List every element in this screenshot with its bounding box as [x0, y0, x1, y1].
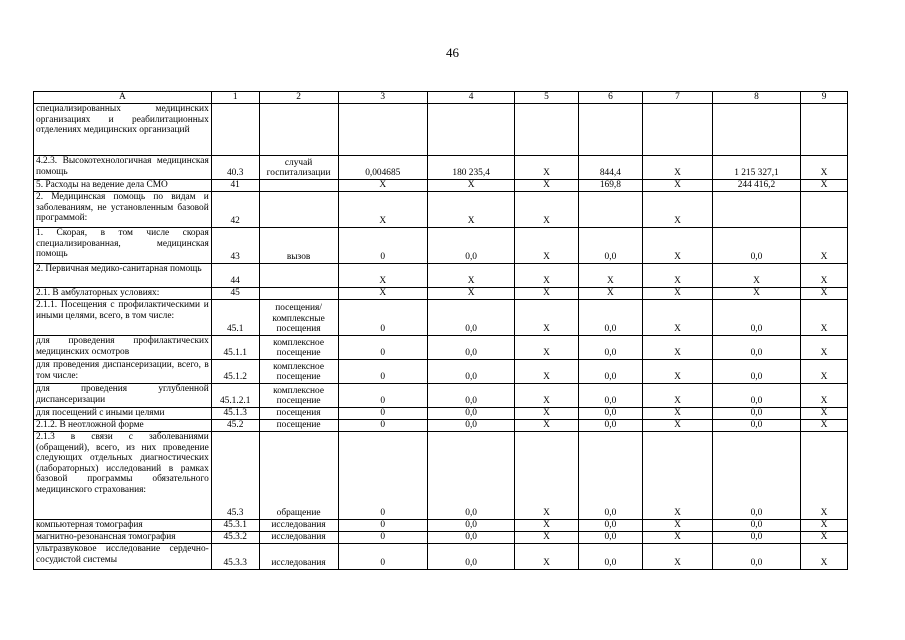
table-cell: X: [643, 180, 713, 192]
column-header: А: [34, 92, 212, 104]
table-cell: 42: [211, 192, 259, 228]
table-cell: [259, 180, 338, 192]
row-label-cell: магнитно-резонансная томография: [34, 532, 212, 544]
table-cell: [338, 104, 427, 156]
table-cell: 0: [338, 384, 427, 408]
table-cell: 0,0: [427, 520, 514, 532]
table-cell: X: [515, 420, 578, 432]
table-cell: X: [643, 228, 713, 264]
table-cell: X: [801, 180, 848, 192]
table-cell: 0,0: [427, 300, 514, 336]
table-cell: 1 215 327,1: [712, 156, 800, 180]
table-cell: 0,004685: [338, 156, 427, 180]
table-cell: X: [801, 544, 848, 570]
table-cell: X: [515, 264, 578, 288]
column-header: 5: [515, 92, 578, 104]
table-cell: посещения/ комплексные посещения: [259, 300, 338, 336]
table-cell: 0,0: [578, 360, 642, 384]
table-cell: X: [643, 520, 713, 532]
table-cell: X: [643, 288, 713, 300]
row-label-cell: 2.1.2. В неотложной форме: [34, 420, 212, 432]
table-cell: X: [801, 420, 848, 432]
table-cell: 0: [338, 520, 427, 532]
row-label-cell: для проведения диспансеризации, всего, в том числе:: [34, 360, 212, 384]
table-row: [34, 408, 848, 420]
table-cell: 0,0: [427, 432, 514, 520]
table-cell: X: [643, 264, 713, 288]
table-cell: X: [515, 336, 578, 360]
table-row: [34, 420, 848, 432]
table-cell: 0,0: [427, 544, 514, 570]
table-cell: X: [515, 360, 578, 384]
table-cell: X: [643, 384, 713, 408]
table-header-row: [34, 92, 848, 104]
table-cell: [427, 104, 514, 156]
table-cell: X: [515, 408, 578, 420]
table-cell: 0: [338, 408, 427, 420]
table-cell: X: [801, 264, 848, 288]
table-cell: [211, 104, 259, 156]
table-cell: [712, 104, 800, 156]
table-cell: 169,8: [578, 180, 642, 192]
table-cell: 0,0: [578, 532, 642, 544]
table-cell: 45.1.2.1: [211, 384, 259, 408]
column-header: 7: [643, 92, 713, 104]
table-row: [34, 336, 848, 360]
table-cell: 45.2: [211, 420, 259, 432]
table-cell: X: [338, 288, 427, 300]
table-cell: 0,0: [712, 420, 800, 432]
table-cell: 0,0: [712, 360, 800, 384]
table-cell: 45.3.2: [211, 532, 259, 544]
column-header: 2: [259, 92, 338, 104]
table-row: [34, 532, 848, 544]
table-cell: 41: [211, 180, 259, 192]
page-number: 46: [446, 45, 459, 60]
table-cell: 0,0: [427, 420, 514, 432]
table-cell: X: [643, 336, 713, 360]
row-label-cell: компьютерная томография: [34, 520, 212, 532]
table-row: [34, 192, 848, 228]
table-cell: 0,0: [712, 408, 800, 420]
table-cell: 0,0: [427, 532, 514, 544]
table-cell: X: [801, 520, 848, 532]
row-label-cell: для проведения углубленной диспансеризации: [34, 384, 212, 408]
table-cell: 0,0: [578, 228, 642, 264]
table-cell: X: [801, 360, 848, 384]
table-cell: X: [515, 520, 578, 532]
table-cell: комплексное посещение: [259, 360, 338, 384]
row-label-cell: 5. Расходы на ведение дела СМО: [34, 180, 212, 192]
table-cell: 45.1.3: [211, 408, 259, 420]
column-header: 9: [801, 92, 848, 104]
table-cell: 0,0: [578, 420, 642, 432]
table-cell: X: [801, 300, 848, 336]
table-cell: X: [338, 180, 427, 192]
table-cell: посещение: [259, 420, 338, 432]
row-label-cell: 2.1.3 в связи с заболеваниями (обращений), всего, из них проведение следующих отдельных диагностических (лабораторных) исследований в рамках базовой программы обязательного медицинского страхования:: [34, 432, 212, 520]
row-label-cell: 2. Первичная медико-санитарная помощь: [34, 264, 212, 288]
table-cell: посещения: [259, 408, 338, 420]
table-cell: X: [712, 264, 800, 288]
table-cell: 0,0: [712, 432, 800, 520]
table-cell: X: [515, 156, 578, 180]
table-cell: 0,0: [578, 408, 642, 420]
table-cell: X: [643, 192, 713, 228]
column-header: 3: [338, 92, 427, 104]
table-cell: X: [515, 432, 578, 520]
table-cell: [712, 192, 800, 228]
table-cell: [259, 288, 338, 300]
table-cell: X: [643, 408, 713, 420]
table-cell: 0,0: [578, 336, 642, 360]
table-cell: 0,0: [712, 520, 800, 532]
row-label-cell: для посещений с иными целями: [34, 408, 212, 420]
table-cell: X: [427, 264, 514, 288]
column-header: 8: [712, 92, 800, 104]
table-cell: 0,0: [578, 432, 642, 520]
table-cell: X: [712, 288, 800, 300]
table-row: [34, 180, 848, 192]
table-cell: X: [801, 228, 848, 264]
table-row: [34, 228, 848, 264]
row-label-cell: 1. Скорая, в том числе скорая специализированная, медицинская помощь: [34, 228, 212, 264]
table-cell: X: [427, 288, 514, 300]
table-cell: X: [643, 300, 713, 336]
table-cell: X: [515, 544, 578, 570]
table-cell: 0,0: [712, 532, 800, 544]
table-cell: обращение: [259, 432, 338, 520]
table-cell: вызов: [259, 228, 338, 264]
table-cell: X: [801, 532, 848, 544]
table-cell: 0,0: [712, 228, 800, 264]
table-cell: X: [515, 532, 578, 544]
table-cell: X: [643, 420, 713, 432]
table-cell: [515, 104, 578, 156]
table-cell: X: [643, 360, 713, 384]
table-cell: 45: [211, 288, 259, 300]
table-cell: X: [643, 156, 713, 180]
data-table: [33, 91, 848, 570]
table-cell: 45.1.2: [211, 360, 259, 384]
row-label-cell: ультразвуковое исследование сердечно-сосудистой системы: [34, 544, 212, 570]
table-row: [34, 520, 848, 532]
table-cell: X: [338, 264, 427, 288]
row-label-cell: для проведения профилактических медицинских осмотров: [34, 336, 212, 360]
table-cell: X: [427, 180, 514, 192]
row-label-cell: специализированных медицинских организациях и реабилитационных отделениях медицинских организаций: [34, 104, 212, 156]
column-header: 4: [427, 92, 514, 104]
table-cell: [801, 104, 848, 156]
table-row: [34, 104, 848, 156]
table-cell: X: [643, 532, 713, 544]
row-label-cell: 2.1.1. Посещения с профилактическими и иными целями, всего, в том числе:: [34, 300, 212, 336]
table-cell: X: [515, 180, 578, 192]
table-cell: 0: [338, 228, 427, 264]
table-cell: исследования: [259, 544, 338, 570]
table-row: [34, 432, 848, 520]
table-cell: X: [643, 544, 713, 570]
table-cell: 0: [338, 360, 427, 384]
table-cell: 0: [338, 544, 427, 570]
table-cell: 0: [338, 532, 427, 544]
table-cell: 0,0: [427, 228, 514, 264]
table-cell: X: [338, 192, 427, 228]
table-cell: 45.3.1: [211, 520, 259, 532]
table-cell: 0,0: [712, 384, 800, 408]
table-cell: 0: [338, 420, 427, 432]
table-cell: 44: [211, 264, 259, 288]
table-cell: [801, 192, 848, 228]
table-row: [34, 288, 848, 300]
table-cell: исследования: [259, 532, 338, 544]
table-cell: X: [801, 408, 848, 420]
table-row: [34, 384, 848, 408]
table-row: [34, 544, 848, 570]
row-label-cell: 2.1. В амбулаторных условиях:: [34, 288, 212, 300]
table-cell: 180 235,4: [427, 156, 514, 180]
table-cell: 0,0: [712, 336, 800, 360]
row-label-cell: 2. Медицинская помощь по видам и заболеваниям, не установленным базовой программой:: [34, 192, 212, 228]
table-cell: комплексное посещение: [259, 336, 338, 360]
row-label-cell: 4.2.3. Высокотехнологичная медицинская помощь: [34, 156, 212, 180]
table-cell: 45.1.1: [211, 336, 259, 360]
table-cell: X: [515, 300, 578, 336]
table-cell: [643, 104, 713, 156]
table-cell: 844,4: [578, 156, 642, 180]
table-cell: X: [427, 192, 514, 228]
table-cell: X: [578, 288, 642, 300]
column-header: 6: [578, 92, 642, 104]
table-cell: [259, 264, 338, 288]
table-cell: X: [515, 228, 578, 264]
table-cell: 0,0: [712, 544, 800, 570]
table-cell: 0,0: [712, 300, 800, 336]
table-cell: 0,0: [578, 520, 642, 532]
table-row: [34, 264, 848, 288]
table-cell: X: [515, 384, 578, 408]
table-row: [34, 300, 848, 336]
table-cell: X: [515, 288, 578, 300]
table-cell: 40.3: [211, 156, 259, 180]
table-cell: X: [515, 192, 578, 228]
table-cell: 45.3: [211, 432, 259, 520]
table-cell: [578, 104, 642, 156]
table-cell: комплексное посещение: [259, 384, 338, 408]
table-cell: X: [801, 384, 848, 408]
table-cell: X: [578, 264, 642, 288]
table-cell: X: [801, 432, 848, 520]
table-cell: 0: [338, 300, 427, 336]
table-cell: 0,0: [578, 384, 642, 408]
table-cell: случай госпитализации: [259, 156, 338, 180]
table-cell: X: [643, 432, 713, 520]
table-cell: 244 416,2: [712, 180, 800, 192]
table-row: [34, 156, 848, 180]
table-cell: 0: [338, 336, 427, 360]
table-row: [34, 360, 848, 384]
table-cell: X: [801, 288, 848, 300]
table-cell: 0,0: [427, 336, 514, 360]
column-header: 1: [211, 92, 259, 104]
table-cell: 45.3.3: [211, 544, 259, 570]
table-cell: X: [801, 156, 848, 180]
table-cell: [259, 104, 338, 156]
table-cell: 0,0: [578, 544, 642, 570]
table-cell: 45.1: [211, 300, 259, 336]
table-cell: 0,0: [578, 300, 642, 336]
table-cell: [259, 192, 338, 228]
table-cell: X: [801, 336, 848, 360]
table-cell: 0,0: [427, 360, 514, 384]
table-cell: [578, 192, 642, 228]
table-cell: 43: [211, 228, 259, 264]
table-cell: 0,0: [427, 408, 514, 420]
table-cell: исследования: [259, 520, 338, 532]
table-cell: 0: [338, 432, 427, 520]
table-cell: 0,0: [427, 384, 514, 408]
